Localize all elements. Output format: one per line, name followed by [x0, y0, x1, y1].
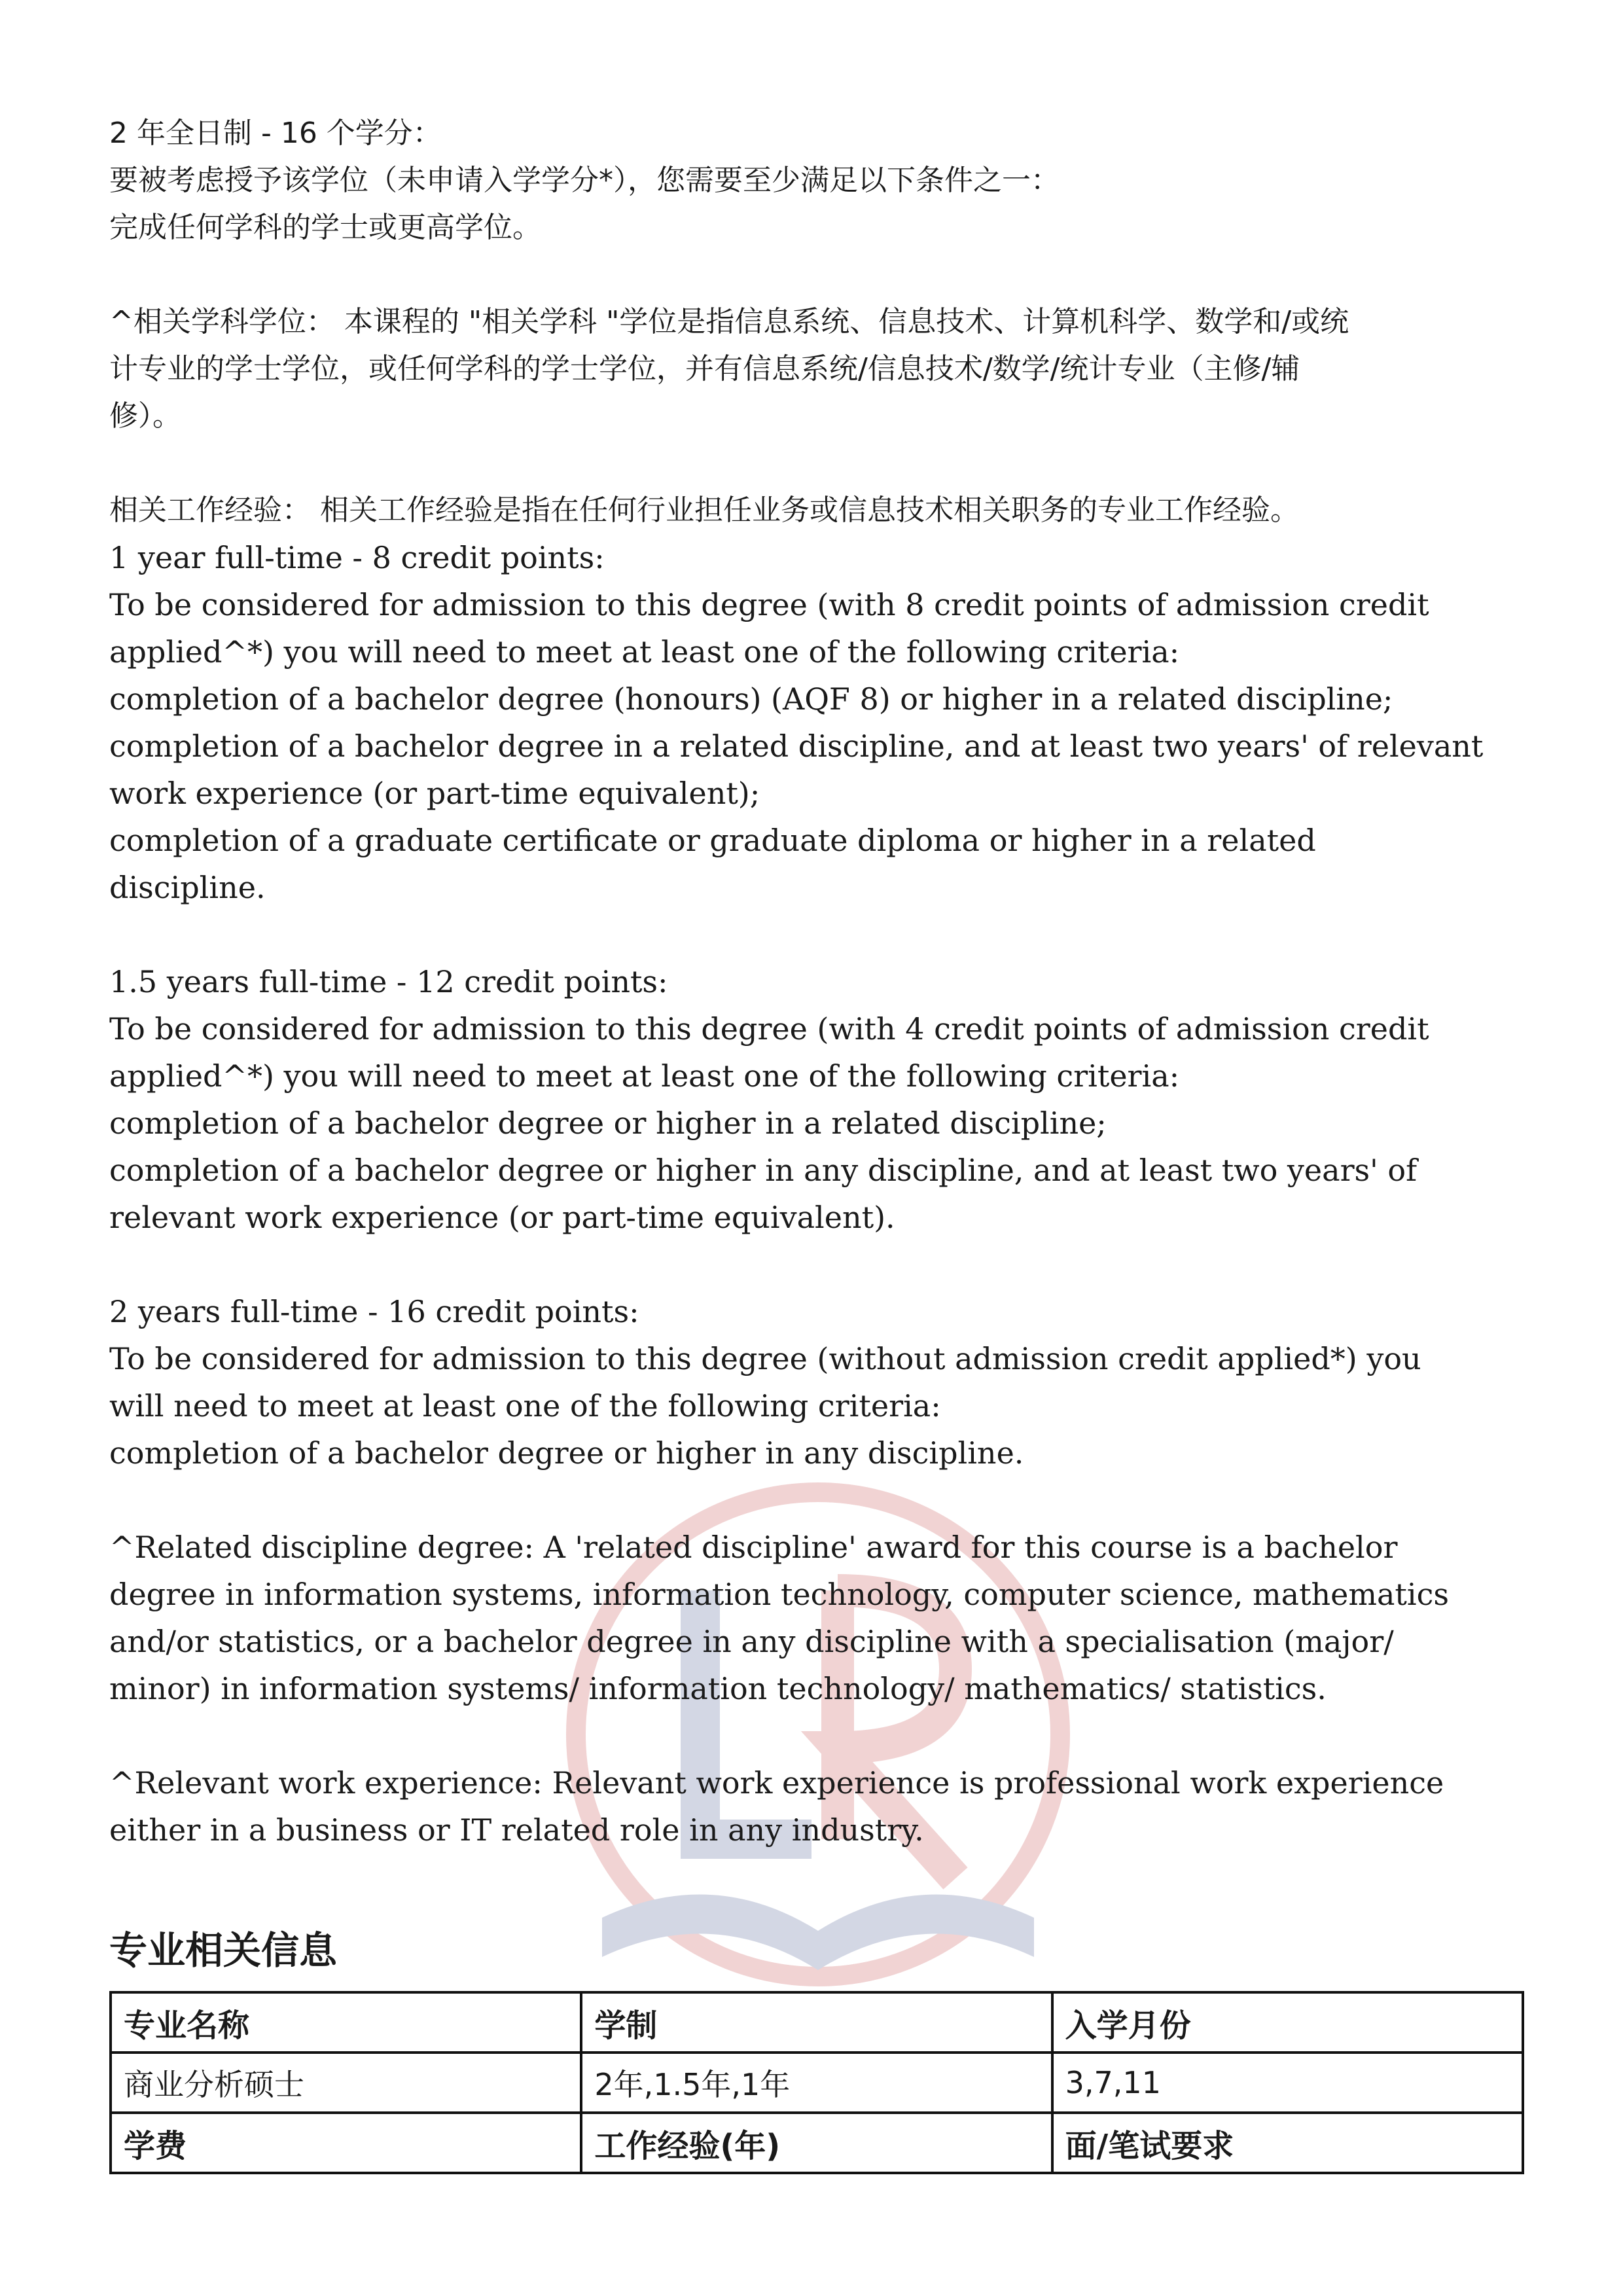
- en-1-5year-line-2: To be considered for admission to this degree (with 4 credit points of admission credit: [109, 1011, 1429, 1047]
- en-related-discipline-line-1: ^Related discipline degree: A 'related discipline' award for this course is a bachelor: [109, 1530, 1398, 1565]
- en-1-5year-line-3: applied^*) you will need to meet at least one of the following criteria:: [109, 1058, 1180, 1094]
- zh-2year-heading: 2 年全日制 - 16 个学分：: [109, 117, 442, 150]
- en-1-5year-section: [109, 958, 1523, 1241]
- table-header-row-2: [111, 2113, 1523, 2173]
- en-2year-line-2: To be considered for admission to this degree (without admission credit applied*) you: [109, 1341, 1421, 1376]
- en-related-discipline-line-2: degree in information systems, information technology, computer science, mathematics: [109, 1577, 1449, 1612]
- cell-intake-months: 3,7,11: [1052, 2053, 1523, 2113]
- document-body: [109, 110, 1523, 1901]
- en-1year-line-6: work experience (or part-time equivalent);: [109, 776, 760, 811]
- en-1-5year-heading: 1.5 years full-time - 12 credit points:: [109, 964, 668, 999]
- zh-related-discipline-section: [109, 298, 1523, 440]
- cell-duration: 2年,1.5年,1年: [581, 2053, 1052, 2113]
- en-1year-line-8: discipline.: [109, 870, 266, 905]
- header-work-experience: 工作经验(年): [581, 2113, 1052, 2173]
- header-program-name: 专业名称: [111, 1992, 581, 2053]
- en-1year-line-2: To be considered for admission to this degree (with 8 credit points of admission credit: [109, 587, 1429, 622]
- table-header-row: [111, 1992, 1523, 2053]
- header-interview-requirement: 面/笔试要求: [1052, 2113, 1523, 2173]
- header-duration: 学制: [581, 1992, 1052, 2053]
- en-1-5year-line-6: relevant work experience (or part-time equivalent).: [109, 1200, 895, 1235]
- en-work-experience-section: [109, 1759, 1523, 1854]
- zh-2year-section: [109, 110, 1523, 251]
- en-related-discipline-line-4: minor) in information systems/ information technology/ mathematics/ statistics.: [109, 1671, 1327, 1706]
- zh-related-discipline-line-3: 修）。: [109, 399, 181, 433]
- en-2year-section: [109, 1288, 1523, 1477]
- en-1year-section: [109, 534, 1523, 911]
- en-1-5year-line-5: completion of a bachelor degree or higher in any discipline, and at least two years' of: [109, 1153, 1418, 1188]
- zh-related-discipline-line-2: 计专业的学士学位，或任何学科的学士学位，并有信息系统/信息技术/数学/统计专业（主修/辅: [109, 352, 1300, 386]
- en-work-experience-line-2: either in a business or IT related role in any industry.: [109, 1812, 924, 1848]
- table-row: [111, 2053, 1523, 2113]
- en-1year-line-5: completion of a bachelor degree in a related discipline, and at least two years' of relevant: [109, 728, 1484, 764]
- en-2year-line-3: will need to meet at least one of the following criteria:: [109, 1388, 941, 1424]
- zh-2year-criterion: 完成任何学科的学士或更高学位。: [109, 211, 541, 244]
- en-2year-heading: 2 years full-time - 16 credit points:: [109, 1294, 639, 1329]
- en-related-discipline-line-3: and/or statistics, or a bachelor degree in any discipline with a specialisation (major/: [109, 1624, 1394, 1659]
- en-1year-heading: 1 year full-time - 8 credit points:: [109, 540, 605, 575]
- zh-work-experience-line: 相关工作经验： 相关工作经验是指在任何行业担任业务或信息技术相关职务的专业工作经验。: [109, 493, 1299, 527]
- header-intake-months: 入学月份: [1052, 1992, 1523, 2053]
- zh-2year-intro: 要被考虑授予该学位（未申请入学学分*），您需要至少满足以下条件之一：: [109, 164, 1060, 197]
- header-tuition: 学费: [111, 2113, 581, 2173]
- zh-work-experience-section: [109, 487, 1523, 534]
- program-info-table: [109, 1991, 1524, 2174]
- en-2year-line-4: completion of a bachelor degree or higher in any discipline.: [109, 1435, 1024, 1471]
- en-work-experience-line-1: ^Relevant work experience: Relevant work experience is professional work experience: [109, 1765, 1444, 1801]
- en-1year-line-4: completion of a bachelor degree (honours) (AQF 8) or higher in a related discipline;: [109, 681, 1393, 717]
- cell-program-name: 商业分析硕士: [111, 2053, 581, 2113]
- zh-related-discipline-line-1: ^相关学科学位： 本课程的 "相关学科 "学位是指信息系统、信息技术、计算机科学、数学和/或统: [109, 305, 1349, 338]
- en-1-5year-line-4: completion of a bachelor degree or higher in a related discipline;: [109, 1105, 1107, 1141]
- en-1year-line-7: completion of a graduate certificate or graduate diploma or higher in a related: [109, 823, 1316, 858]
- section-title: 专业相关信息: [109, 1928, 338, 1973]
- en-related-discipline-section: [109, 1524, 1523, 1712]
- en-1year-line-3: applied^*) you will need to meet at least one of the following criteria:: [109, 634, 1180, 670]
